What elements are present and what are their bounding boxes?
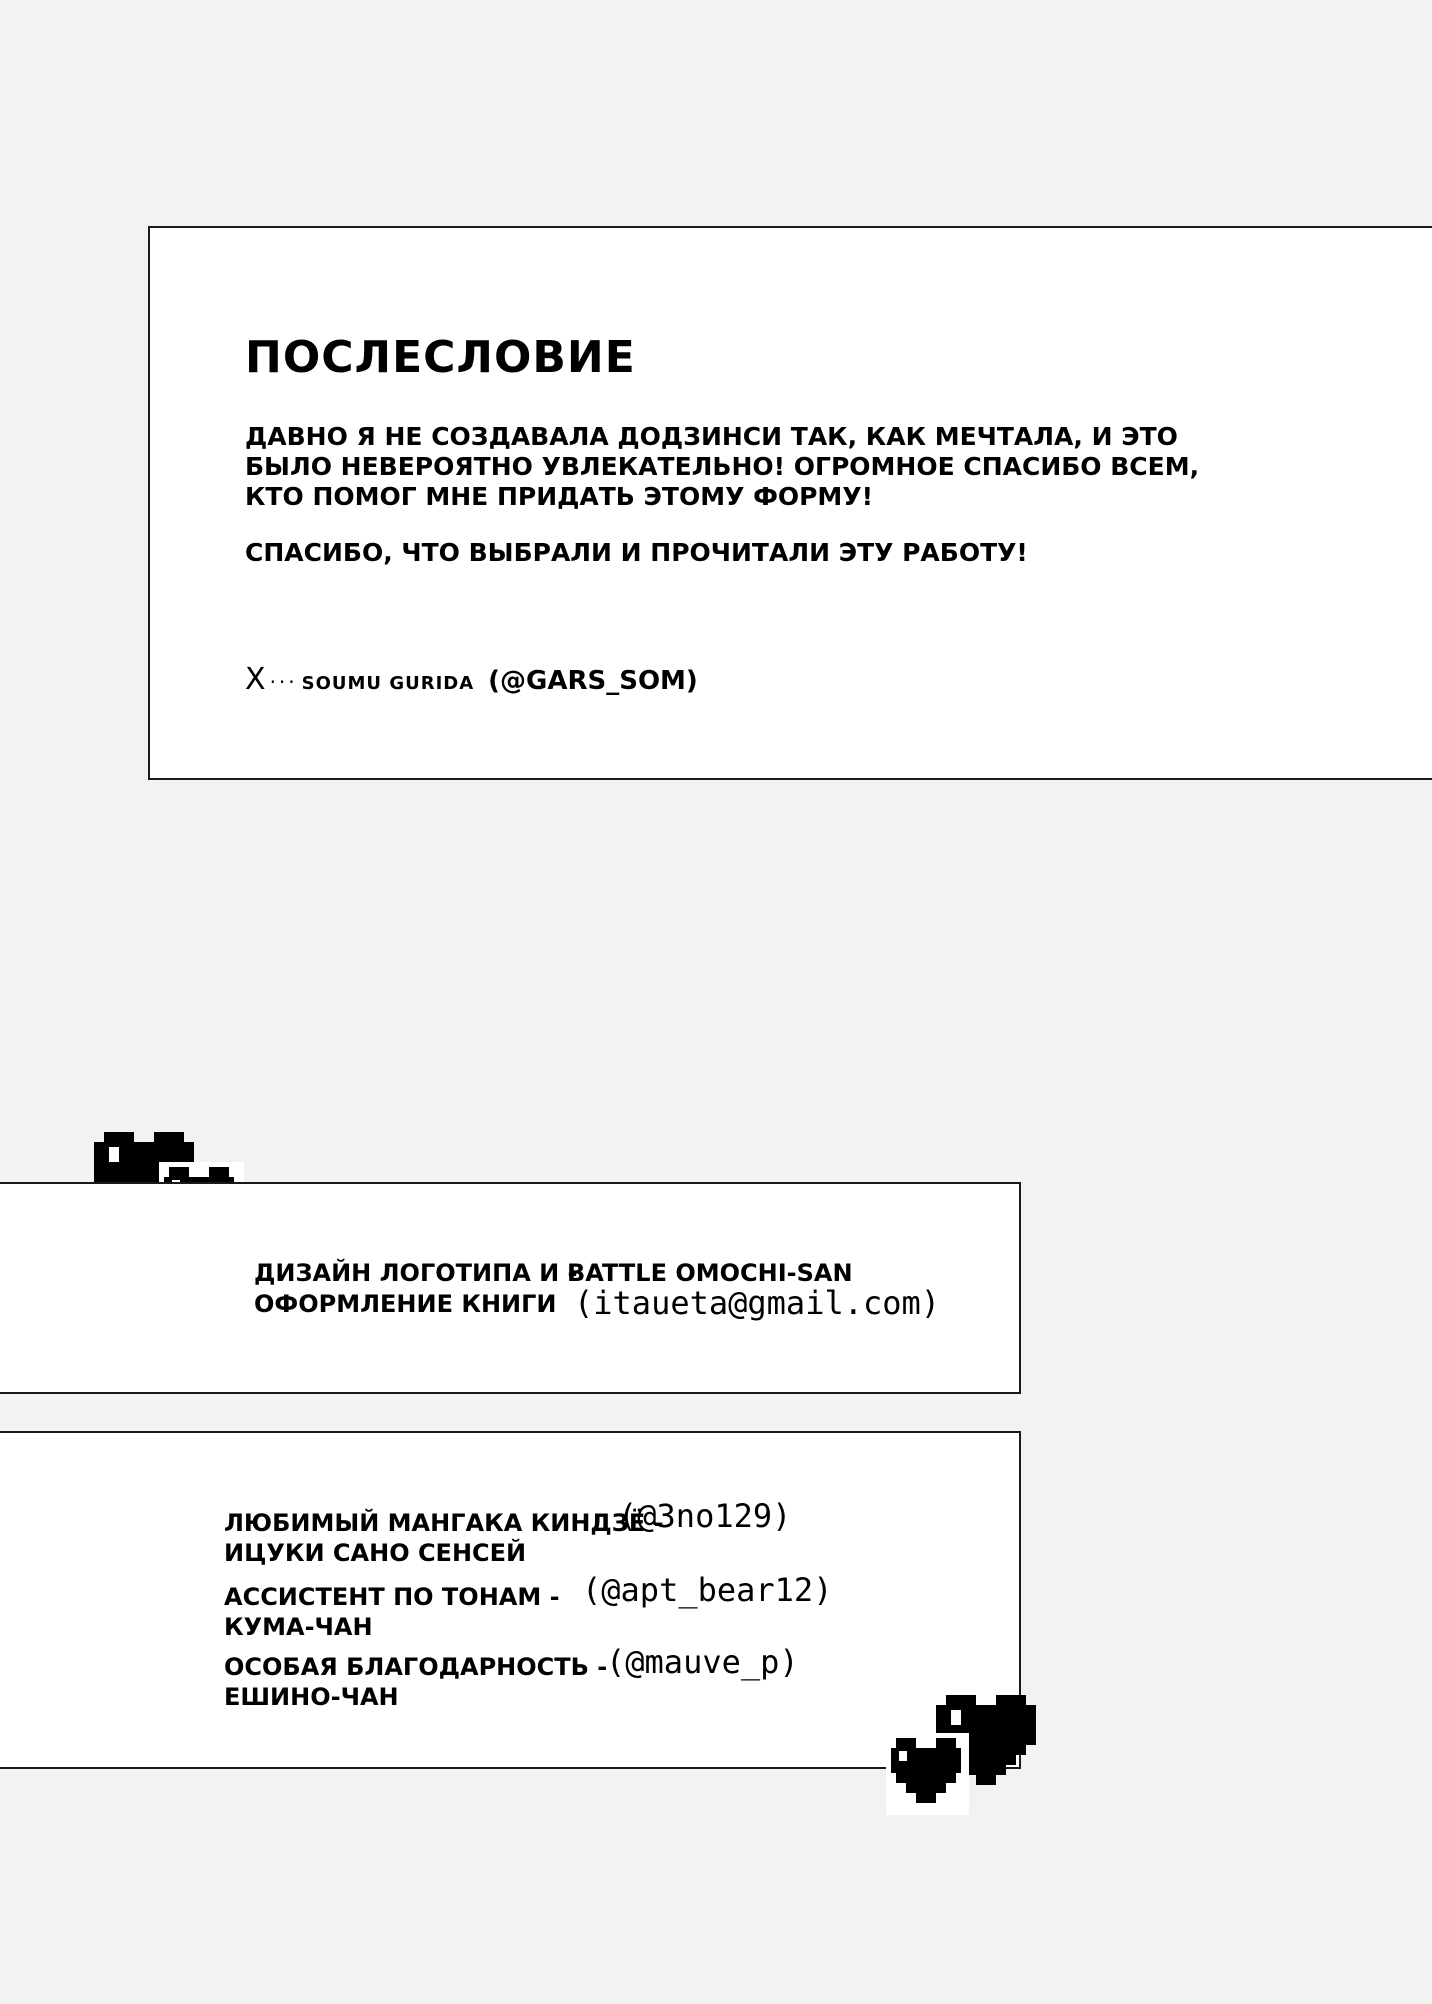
afterword-panel [148,226,1432,780]
author-signature [245,662,698,697]
signature-dots: ··· [269,670,298,694]
thanks-handle: (@apt_bear12) [582,1571,833,1609]
author-name: SOUMU GURIDA [301,673,475,694]
designer-contact: (itaueta@gmail.com) [574,1284,941,1322]
thanks-panel [0,1431,1021,1769]
design-credit-panel [0,1182,1021,1394]
thanks-name: КУМА-ЧАН [224,1613,373,1641]
afterword-paragraph-2: СПАСИБО, ЧТО ВЫБРАЛИ И ПРОЧИТАЛИ ЭТУ РАБОТУ! [245,538,1028,567]
thanks-role: ОСОБАЯ БЛАГОДАРНОСТЬ - [224,1653,608,1681]
pixel-heart-icon [886,1690,1056,1820]
design-credit-label-line-2: ОФОРМЛЕНИЕ КНИГИ [254,1290,557,1318]
afterword-title: ПОСЛЕСЛОВИЕ [245,332,636,383]
design-credit-label-line-1: ДИЗАЙН ЛОГОТИПА И - [254,1259,578,1287]
signature-mark: X [245,662,266,697]
afterword-paragraph-1: ДАВНО Я НЕ СОЗДАВАЛА ДОДЗИНСИ ТАК, КАК МЕЧТАЛА, И ЭТО БЫЛО НЕВЕРОЯТНО УВЛЕКАТЕЛЬНО! ОГРОМНОЕ СПАСИБО ВСЕМ, КТО ПОМОГ МНЕ ПРИДАТЬ ЭТОМУ ФОРМУ! [245,422,1200,511]
thanks-name: ИЦУКИ САНО СЕНСЕЙ [224,1539,527,1567]
designer-name: BATTLE OMOCHI-SAN [567,1259,853,1287]
author-handle: (@GARS_SOM) [488,666,698,696]
thanks-role: ЛЮБИМЫЙ МАНГАКА КИНДЗЁ - [224,1509,664,1537]
thanks-handle: (@mauve_p) [606,1643,799,1681]
thanks-role: АССИСТЕНТ ПО ТОНАМ - [224,1583,560,1611]
thanks-handle: (@3no129) [618,1497,792,1535]
thanks-name: ЕШИНО-ЧАН [224,1683,399,1711]
